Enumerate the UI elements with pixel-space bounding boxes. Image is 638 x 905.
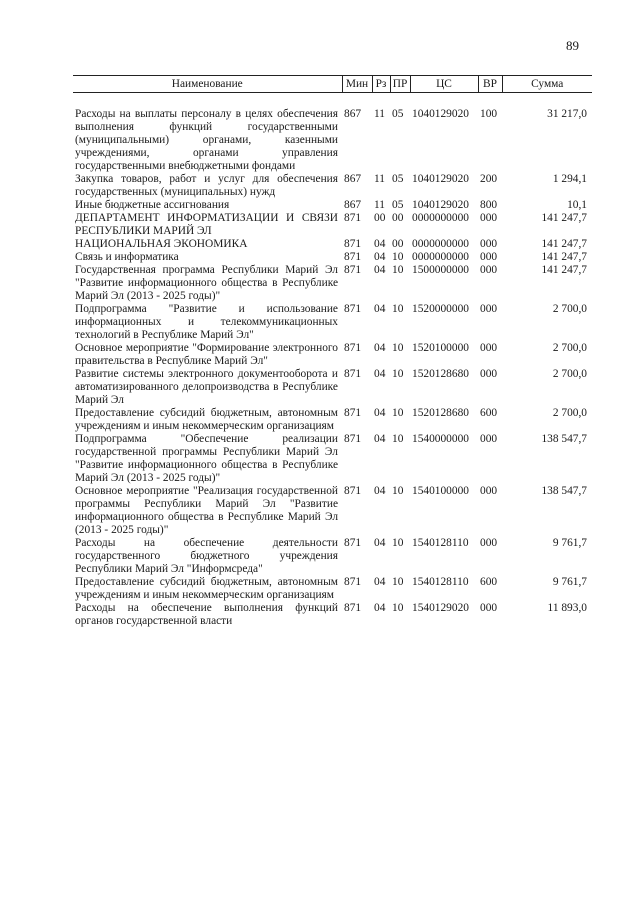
row-sum: 31 217,0 [547,108,587,120]
header-rz: Рз [372,76,390,93]
row-name: Подпрограмма "Обеспечение реализации государственной программы Республики Марий Эл "Развитие информационного общества в Республике Марий Эл (2013 - 2025 годы)" [75,433,338,484]
row-sum: 9 761,7 [552,576,587,588]
row-min: 871 [344,537,362,549]
header-vr: ВР [478,76,502,93]
row-pr: 10 [392,342,404,354]
row-cs: 1540128110 [412,576,469,588]
table-header-row [73,76,592,93]
table-row [73,602,592,628]
row-min: 871 [344,433,362,445]
row-pr: 10 [392,485,404,497]
row-min: 871 [344,212,362,224]
row-cs: 1500000000 [412,264,469,276]
row-pr: 00 [392,238,404,250]
row-pr: 00 [392,212,404,224]
row-cs: 1040129020 [412,199,469,211]
row-sum: 141 247,7 [541,238,587,250]
table-row [73,264,592,303]
row-pr: 10 [392,264,404,276]
row-min: 871 [344,238,362,250]
row-vr: 000 [480,433,498,445]
row-vr: 000 [480,251,498,263]
row-min: 871 [344,602,362,614]
row-rz: 00 [374,212,386,224]
row-name: Развитие системы электронного документооборота и автоматизированного делопроизводства в Республике Марий Эл [75,368,338,406]
row-pr: 10 [392,251,404,263]
row-cs: 1540100000 [412,485,469,497]
row-min: 871 [344,485,362,497]
row-rz: 04 [374,537,386,549]
row-cs: 1520128680 [412,407,469,419]
row-sum: 2 700,0 [552,368,587,380]
table-row [73,212,592,238]
row-min: 871 [344,342,362,354]
row-vr: 100 [480,108,498,120]
row-min: 871 [344,264,362,276]
row-sum: 138 547,7 [541,433,587,445]
row-cs: 1540128110 [412,537,469,549]
row-cs: 0000000000 [412,251,469,263]
row-rz: 04 [374,407,386,419]
row-min: 871 [344,407,362,419]
header-pr: ПР [390,76,410,93]
row-cs: 0000000000 [412,238,469,250]
row-min: 871 [344,576,362,588]
row-vr: 000 [480,212,498,224]
table-row [73,576,592,602]
row-pr: 10 [392,433,404,445]
row-cs: 0000000000 [412,212,469,224]
row-cs: 1520100000 [412,342,469,354]
row-sum: 1 294,1 [552,173,587,185]
table-row [73,433,592,485]
row-rz: 04 [374,342,386,354]
row-cs: 1040129020 [412,173,469,185]
row-cs: 1540129020 [412,602,469,614]
row-vr: 600 [480,576,498,588]
row-vr: 200 [480,173,498,185]
row-rz: 04 [374,576,386,588]
row-rz: 04 [374,368,386,380]
row-rz: 11 [374,173,385,185]
row-min: 867 [344,173,362,185]
row-rz: 04 [374,485,386,497]
row-cs: 1520000000 [412,303,469,315]
row-vr: 000 [480,368,498,380]
row-vr: 000 [480,342,498,354]
budget-table [73,75,592,628]
row-vr: 000 [480,485,498,497]
row-rz: 04 [374,433,386,445]
table-row [73,251,592,264]
row-rz: 04 [374,264,386,276]
row-pr: 05 [392,108,404,120]
row-cs: 1540000000 [412,433,469,445]
row-vr: 800 [480,199,498,211]
table-body [73,93,592,629]
table-row [73,368,592,407]
row-name: Основное мероприятие "Формирование электронного правительства в Республике Марий Эл" [75,342,338,367]
row-vr: 600 [480,407,498,419]
row-name: ДЕПАРТАМЕНТ ИНФОРМАТИЗАЦИИ И СВЯЗИ РЕСПУБЛИКИ МАРИЙ ЭЛ [75,212,338,237]
row-name: Расходы на обеспечение выполнения функций органов государственной власти [75,602,338,627]
row-cs: 1040129020 [412,108,469,120]
row-vr: 000 [480,264,498,276]
row-name: НАЦИОНАЛЬНАЯ ЭКОНОМИКА [75,238,248,250]
row-rz: 11 [374,199,385,211]
row-vr: 000 [480,602,498,614]
row-pr: 05 [392,173,404,185]
row-sum: 10,1 [567,199,587,211]
row-name: Иные бюджетные ассигнования [75,199,230,211]
row-min: 871 [344,303,362,315]
row-rz: 04 [374,238,386,250]
row-rz: 11 [374,108,385,120]
row-vr: 000 [480,238,498,250]
table-row [73,199,592,212]
row-vr: 000 [480,537,498,549]
row-name: Предоставление субсидий бюджетным, автономным учреждениям и иным некоммерческим организациям [75,576,338,601]
table-row [73,93,592,174]
header-name: Наименование [73,76,342,93]
table-row [73,238,592,251]
row-vr: 000 [480,303,498,315]
row-rz: 04 [374,303,386,315]
header-min: Мин [342,76,372,93]
row-sum: 2 700,0 [552,407,587,419]
table-row [73,303,592,342]
row-sum: 2 700,0 [552,342,587,354]
table-row [73,342,592,368]
row-name: Связь и информатика [75,251,179,263]
row-min: 867 [344,199,362,211]
table-row [73,485,592,537]
header-sum: Сумма [502,76,592,93]
row-min: 871 [344,251,362,263]
row-rz: 04 [374,602,386,614]
row-pr: 10 [392,303,404,315]
header-cs: ЦС [410,76,478,93]
row-name: Подпрограмма "Развитие и использование информационных и телекоммуникационных технологий в Республике Марий Эл" [75,303,338,341]
row-sum: 11 893,0 [547,602,587,614]
row-name: Расходы на обеспечение деятельности государственного бюджетного учреждения Республики Марий Эл "Информсреда" [75,537,338,575]
row-name: Закупка товаров, работ и услуг для обеспечения государственных (муниципальных) нужд [75,173,338,198]
row-pr: 10 [392,368,404,380]
row-pr: 10 [392,602,404,614]
row-name: Государственная программа Республики Марий Эл "Развитие информационного общества в Республике Марий Эл (2013 - 2025 годы)" [75,264,338,302]
row-sum: 138 547,7 [541,485,587,497]
row-pr: 10 [392,537,404,549]
row-sum: 141 247,7 [541,251,587,263]
row-name: Основное мероприятие "Реализация государственной программы Республики Марий Эл "Развитие информационного общества в Республике Марий Эл (2013 - 2025 годы)" [75,485,338,536]
page-number: 89 [566,38,579,53]
row-pr: 10 [392,407,404,419]
row-name: Расходы на выплаты персоналу в целях обеспечения выполнения функций государственными (муниципальными) органами, казенными учреждениями, органами управления государственными внебюджетными фондами [75,108,338,172]
row-name: Предоставление субсидий бюджетным, автономным учреждениям и иным некоммерческим организациям [75,407,338,432]
row-cs: 1520128680 [412,368,469,380]
table-row [73,173,592,199]
table-row [73,537,592,576]
row-rz: 04 [374,251,386,263]
row-pr: 10 [392,576,404,588]
row-sum: 9 761,7 [552,537,587,549]
table-row [73,407,592,433]
row-sum: 141 247,7 [541,264,587,276]
row-min: 867 [344,108,362,120]
row-sum: 141 247,7 [541,212,587,224]
row-min: 871 [344,368,362,380]
row-pr: 05 [392,199,404,211]
row-sum: 2 700,0 [552,303,587,315]
